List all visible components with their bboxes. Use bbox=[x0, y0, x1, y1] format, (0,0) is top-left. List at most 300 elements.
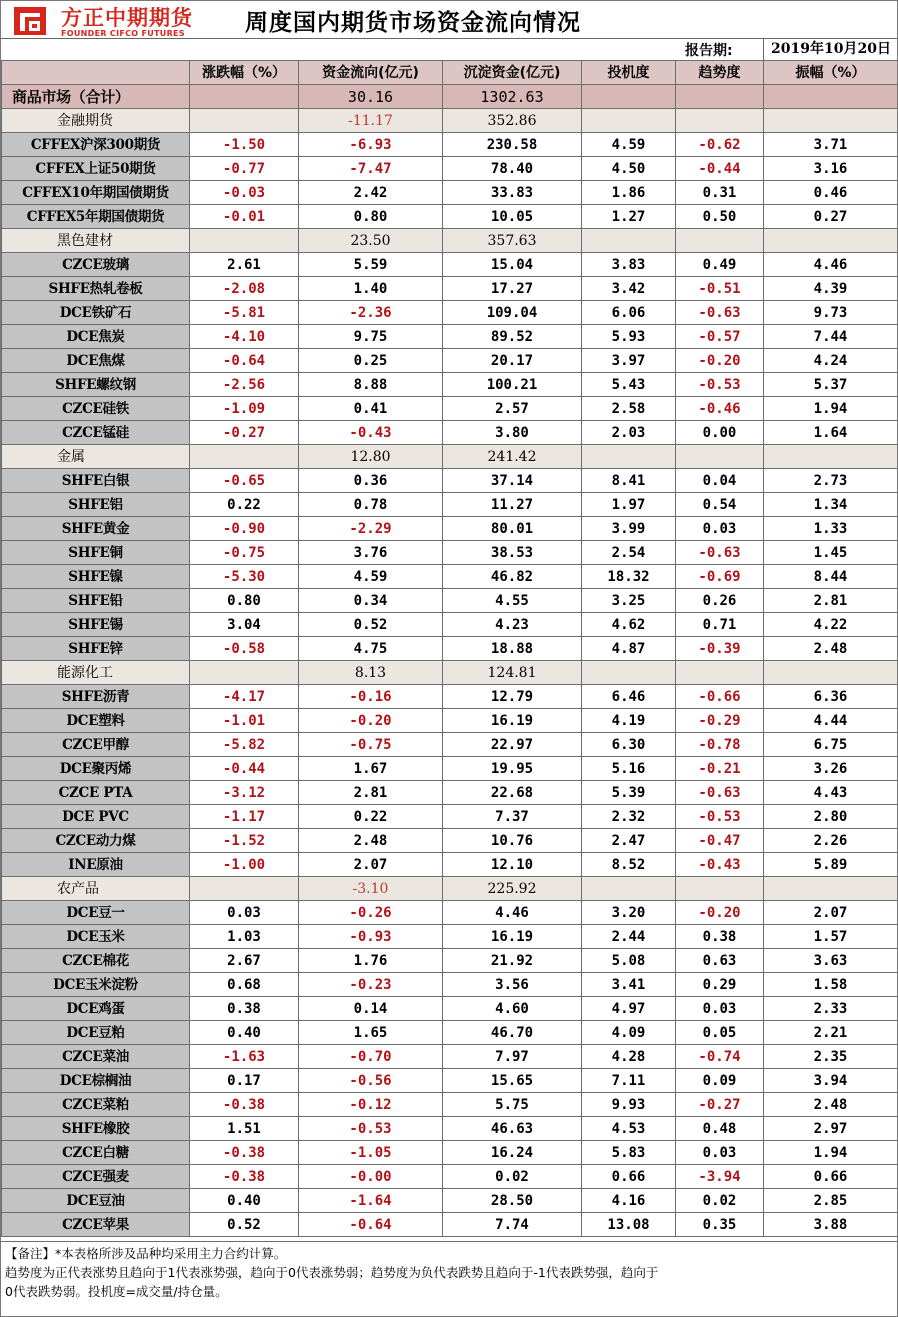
table-cell bbox=[190, 85, 299, 109]
amplitude: 2.07 bbox=[764, 901, 898, 925]
fund-flow: 0.22 bbox=[299, 805, 443, 829]
table-cell bbox=[764, 877, 898, 901]
deposit: 4.46 bbox=[443, 901, 582, 925]
deposit: 46.82 bbox=[443, 565, 582, 589]
section-row bbox=[2, 877, 898, 901]
contract-name: DCE焦炭 bbox=[2, 325, 190, 349]
change-pct: -5.82 bbox=[190, 733, 299, 757]
table-row bbox=[2, 349, 898, 373]
change-pct: 2.67 bbox=[190, 949, 299, 973]
contract-name: CZCE锰硅 bbox=[2, 421, 190, 445]
table-cell bbox=[582, 85, 676, 109]
contract-name: SHFE沥青 bbox=[2, 685, 190, 709]
column-header: 投机度 bbox=[582, 61, 676, 85]
table-cell bbox=[190, 109, 299, 133]
table-cell bbox=[190, 877, 299, 901]
table-cell bbox=[190, 445, 299, 469]
table-row bbox=[2, 1165, 898, 1189]
change-pct: -5.30 bbox=[190, 565, 299, 589]
table-row bbox=[2, 853, 898, 877]
change-pct: -1.63 bbox=[190, 1045, 299, 1069]
trend: 0.31 bbox=[676, 181, 764, 205]
amplitude: 1.94 bbox=[764, 1141, 898, 1165]
section-row bbox=[2, 445, 898, 469]
fund-flow: 4.75 bbox=[299, 637, 443, 661]
deposit: 46.70 bbox=[443, 1021, 582, 1045]
section-flow: 8.13 bbox=[299, 661, 443, 685]
speculation: 3.41 bbox=[582, 973, 676, 997]
trend: 0.03 bbox=[676, 1141, 764, 1165]
speculation: 0.66 bbox=[582, 1165, 676, 1189]
fund-flow: 2.48 bbox=[299, 829, 443, 853]
fund-flow: -0.23 bbox=[299, 973, 443, 997]
speculation: 5.39 bbox=[582, 781, 676, 805]
table-row bbox=[2, 709, 898, 733]
section-name: 农产品 bbox=[2, 877, 190, 901]
section-deposit: 225.92 bbox=[443, 877, 582, 901]
trend: -0.27 bbox=[676, 1093, 764, 1117]
change-pct: -0.77 bbox=[190, 157, 299, 181]
speculation: 4.97 bbox=[582, 997, 676, 1021]
fund-flow: 0.41 bbox=[299, 397, 443, 421]
speculation: 4.62 bbox=[582, 613, 676, 637]
table-row bbox=[2, 997, 898, 1021]
speculation: 8.41 bbox=[582, 469, 676, 493]
fund-flow-table bbox=[1, 60, 898, 1237]
speculation: 5.16 bbox=[582, 757, 676, 781]
fund-flow: -1.64 bbox=[299, 1189, 443, 1213]
table-row bbox=[2, 205, 898, 229]
trend: 0.04 bbox=[676, 469, 764, 493]
speculation: 2.32 bbox=[582, 805, 676, 829]
trend: -0.46 bbox=[676, 397, 764, 421]
change-pct: 2.61 bbox=[190, 253, 299, 277]
total-deposit: 1302.63 bbox=[443, 85, 582, 109]
trend: 0.38 bbox=[676, 925, 764, 949]
contract-name: SHFE镍 bbox=[2, 565, 190, 589]
deposit: 230.58 bbox=[443, 133, 582, 157]
column-header: 资金流向(亿元) bbox=[299, 61, 443, 85]
table-row bbox=[2, 373, 898, 397]
trend: -0.29 bbox=[676, 709, 764, 733]
change-pct: 1.03 bbox=[190, 925, 299, 949]
speculation: 8.52 bbox=[582, 853, 676, 877]
trend: -0.39 bbox=[676, 637, 764, 661]
speculation: 2.54 bbox=[582, 541, 676, 565]
trend: 0.26 bbox=[676, 589, 764, 613]
table-row bbox=[2, 1045, 898, 1069]
contract-name: CFFEX5年期国债期货 bbox=[2, 205, 190, 229]
deposit: 100.21 bbox=[443, 373, 582, 397]
table-cell bbox=[676, 661, 764, 685]
change-pct: 0.03 bbox=[190, 901, 299, 925]
column-header: 沉淀资金(亿元) bbox=[443, 61, 582, 85]
column-header: 振幅（%） bbox=[764, 61, 898, 85]
amplitude: 2.73 bbox=[764, 469, 898, 493]
contract-name: CZCE甲醇 bbox=[2, 733, 190, 757]
column-header: 趋势度 bbox=[676, 61, 764, 85]
table-cell bbox=[582, 229, 676, 253]
table-row bbox=[2, 157, 898, 181]
contract-name: DCE PVC bbox=[2, 805, 190, 829]
change-pct: -1.50 bbox=[190, 133, 299, 157]
amplitude: 4.22 bbox=[764, 613, 898, 637]
founder-logo-icon bbox=[11, 5, 55, 37]
speculation: 6.06 bbox=[582, 301, 676, 325]
fund-flow: -0.16 bbox=[299, 685, 443, 709]
amplitude: 2.85 bbox=[764, 1189, 898, 1213]
amplitude: 4.44 bbox=[764, 709, 898, 733]
table-row bbox=[2, 1117, 898, 1141]
deposit: 22.68 bbox=[443, 781, 582, 805]
table-row bbox=[2, 565, 898, 589]
report-title: 周度国内期货市场资金流向情况 bbox=[245, 10, 581, 36]
total-flow: 30.16 bbox=[299, 85, 443, 109]
deposit: 4.60 bbox=[443, 997, 582, 1021]
fund-flow: -2.36 bbox=[299, 301, 443, 325]
contract-name: DCE玉米 bbox=[2, 925, 190, 949]
change-pct: -3.12 bbox=[190, 781, 299, 805]
change-pct: -0.38 bbox=[190, 1165, 299, 1189]
logo-chinese-name: 方正中期期货 bbox=[61, 6, 193, 30]
fund-flow: 1.40 bbox=[299, 277, 443, 301]
speculation: 4.09 bbox=[582, 1021, 676, 1045]
change-pct: -2.56 bbox=[190, 373, 299, 397]
amplitude: 2.33 bbox=[764, 997, 898, 1021]
trend: -0.63 bbox=[676, 781, 764, 805]
contract-name: CZCE动力煤 bbox=[2, 829, 190, 853]
table-cell bbox=[190, 661, 299, 685]
amplitude: 7.44 bbox=[764, 325, 898, 349]
speculation: 1.27 bbox=[582, 205, 676, 229]
report-header bbox=[1, 1, 897, 38]
speculation: 2.47 bbox=[582, 829, 676, 853]
trend: -0.66 bbox=[676, 685, 764, 709]
change-pct: 0.40 bbox=[190, 1021, 299, 1045]
contract-name: CZCE菜粕 bbox=[2, 1093, 190, 1117]
amplitude: 3.16 bbox=[764, 157, 898, 181]
deposit: 19.95 bbox=[443, 757, 582, 781]
section-flow: -11.17 bbox=[299, 109, 443, 133]
trend: -0.53 bbox=[676, 373, 764, 397]
trend: -0.63 bbox=[676, 301, 764, 325]
fund-flow: 8.88 bbox=[299, 373, 443, 397]
deposit: 38.53 bbox=[443, 541, 582, 565]
fund-flow: 0.34 bbox=[299, 589, 443, 613]
deposit: 10.76 bbox=[443, 829, 582, 853]
deposit: 33.83 bbox=[443, 181, 582, 205]
contract-name: CZCE强麦 bbox=[2, 1165, 190, 1189]
fund-flow: -0.70 bbox=[299, 1045, 443, 1069]
trend: -3.94 bbox=[676, 1165, 764, 1189]
table-row bbox=[2, 781, 898, 805]
change-pct: -0.44 bbox=[190, 757, 299, 781]
deposit: 16.19 bbox=[443, 925, 582, 949]
section-name: 黑色建材 bbox=[2, 229, 190, 253]
deposit: 22.97 bbox=[443, 733, 582, 757]
contract-name: SHFE锌 bbox=[2, 637, 190, 661]
trend: 0.48 bbox=[676, 1117, 764, 1141]
trend: -0.47 bbox=[676, 829, 764, 853]
deposit: 16.19 bbox=[443, 709, 582, 733]
table-row bbox=[2, 1213, 898, 1237]
speculation: 3.25 bbox=[582, 589, 676, 613]
fund-flow: -6.93 bbox=[299, 133, 443, 157]
amplitude: 5.89 bbox=[764, 853, 898, 877]
deposit: 78.40 bbox=[443, 157, 582, 181]
contract-name: SHFE螺纹钢 bbox=[2, 373, 190, 397]
fund-flow: 2.42 bbox=[299, 181, 443, 205]
speculation: 5.93 bbox=[582, 325, 676, 349]
trend: 0.02 bbox=[676, 1189, 764, 1213]
deposit: 12.10 bbox=[443, 853, 582, 877]
table-row bbox=[2, 1141, 898, 1165]
deposit: 0.02 bbox=[443, 1165, 582, 1189]
deposit: 21.92 bbox=[443, 949, 582, 973]
deposit: 28.50 bbox=[443, 1189, 582, 1213]
note-line: 趋势度为正代表涨势且趋向于1代表涨势强，趋向于0代表涨势弱；趋势度为负代表跌势且趋向于-1代表跌势强，趋向于 bbox=[5, 1265, 659, 1280]
amplitude: 1.57 bbox=[764, 925, 898, 949]
speculation: 4.16 bbox=[582, 1189, 676, 1213]
table-row bbox=[2, 469, 898, 493]
amplitude: 0.46 bbox=[764, 181, 898, 205]
change-pct: 0.17 bbox=[190, 1069, 299, 1093]
trend: 0.29 bbox=[676, 973, 764, 997]
speculation: 5.43 bbox=[582, 373, 676, 397]
fund-flow: 0.14 bbox=[299, 997, 443, 1021]
change-pct: -0.65 bbox=[190, 469, 299, 493]
table-cell bbox=[582, 109, 676, 133]
change-pct: -1.52 bbox=[190, 829, 299, 853]
amplitude: 1.94 bbox=[764, 397, 898, 421]
deposit: 7.74 bbox=[443, 1213, 582, 1237]
speculation: 6.46 bbox=[582, 685, 676, 709]
fund-flow: 1.67 bbox=[299, 757, 443, 781]
trend: 0.03 bbox=[676, 997, 764, 1021]
table-cell bbox=[764, 229, 898, 253]
speculation: 13.08 bbox=[582, 1213, 676, 1237]
deposit: 89.52 bbox=[443, 325, 582, 349]
table-row bbox=[2, 421, 898, 445]
fund-flow: -0.00 bbox=[299, 1165, 443, 1189]
trend: -0.57 bbox=[676, 325, 764, 349]
contract-name: SHFE铅 bbox=[2, 589, 190, 613]
trend: -0.74 bbox=[676, 1045, 764, 1069]
contract-name: SHFE橡胶 bbox=[2, 1117, 190, 1141]
section-name: 金属 bbox=[2, 445, 190, 469]
contract-name: DCE焦煤 bbox=[2, 349, 190, 373]
column-header bbox=[2, 61, 190, 85]
deposit: 4.55 bbox=[443, 589, 582, 613]
contract-name: CFFEX上证50期货 bbox=[2, 157, 190, 181]
amplitude: 6.75 bbox=[764, 733, 898, 757]
section-deposit: 352.86 bbox=[443, 109, 582, 133]
deposit: 15.04 bbox=[443, 253, 582, 277]
contract-name: SHFE锡 bbox=[2, 613, 190, 637]
table-row bbox=[2, 1069, 898, 1093]
fund-flow: 1.65 bbox=[299, 1021, 443, 1045]
contract-name: DCE棕榈油 bbox=[2, 1069, 190, 1093]
change-pct: -1.17 bbox=[190, 805, 299, 829]
table-row bbox=[2, 757, 898, 781]
contract-name: DCE豆油 bbox=[2, 1189, 190, 1213]
speculation: 3.42 bbox=[582, 277, 676, 301]
fund-flow: -0.26 bbox=[299, 901, 443, 925]
fund-flow: 0.52 bbox=[299, 613, 443, 637]
total-row bbox=[2, 85, 898, 109]
speculation: 2.44 bbox=[582, 925, 676, 949]
amplitude: 2.35 bbox=[764, 1045, 898, 1069]
amplitude: 3.63 bbox=[764, 949, 898, 973]
contract-name: SHFE白银 bbox=[2, 469, 190, 493]
contract-name: DCE塑料 bbox=[2, 709, 190, 733]
trend: -0.44 bbox=[676, 157, 764, 181]
change-pct: 0.40 bbox=[190, 1189, 299, 1213]
amplitude: 4.39 bbox=[764, 277, 898, 301]
table-cell bbox=[582, 661, 676, 685]
fund-flow: 3.76 bbox=[299, 541, 443, 565]
speculation: 4.53 bbox=[582, 1117, 676, 1141]
change-pct: 0.68 bbox=[190, 973, 299, 997]
amplitude: 1.64 bbox=[764, 421, 898, 445]
speculation: 3.20 bbox=[582, 901, 676, 925]
amplitude: 1.33 bbox=[764, 517, 898, 541]
speculation: 3.97 bbox=[582, 349, 676, 373]
section-deposit: 124.81 bbox=[443, 661, 582, 685]
table-header-row bbox=[2, 61, 898, 85]
speculation: 5.08 bbox=[582, 949, 676, 973]
amplitude: 4.43 bbox=[764, 781, 898, 805]
trend: -0.20 bbox=[676, 349, 764, 373]
deposit: 16.24 bbox=[443, 1141, 582, 1165]
speculation: 5.83 bbox=[582, 1141, 676, 1165]
table-cell bbox=[764, 85, 898, 109]
change-pct: -1.00 bbox=[190, 853, 299, 877]
speculation: 4.87 bbox=[582, 637, 676, 661]
fund-flow-table-body bbox=[2, 61, 898, 1237]
trend: 0.00 bbox=[676, 421, 764, 445]
amplitude: 0.27 bbox=[764, 205, 898, 229]
deposit: 109.04 bbox=[443, 301, 582, 325]
fund-flow: 2.07 bbox=[299, 853, 443, 877]
section-flow: -3.10 bbox=[299, 877, 443, 901]
trend: -0.43 bbox=[676, 853, 764, 877]
deposit: 17.27 bbox=[443, 277, 582, 301]
trend: -0.69 bbox=[676, 565, 764, 589]
deposit: 80.01 bbox=[443, 517, 582, 541]
fund-flow: -0.53 bbox=[299, 1117, 443, 1141]
total-label: 商品市场（合计） bbox=[2, 85, 190, 109]
fund-flow: 0.36 bbox=[299, 469, 443, 493]
amplitude: 3.71 bbox=[764, 133, 898, 157]
amplitude: 1.58 bbox=[764, 973, 898, 997]
table-row bbox=[2, 613, 898, 637]
deposit: 4.23 bbox=[443, 613, 582, 637]
deposit: 20.17 bbox=[443, 349, 582, 373]
deposit: 7.37 bbox=[443, 805, 582, 829]
speculation: 3.83 bbox=[582, 253, 676, 277]
table-cell bbox=[676, 445, 764, 469]
speculation: 3.99 bbox=[582, 517, 676, 541]
amplitude: 2.97 bbox=[764, 1117, 898, 1141]
trend: -0.20 bbox=[676, 901, 764, 925]
change-pct: -4.10 bbox=[190, 325, 299, 349]
speculation: 1.97 bbox=[582, 493, 676, 517]
contract-name: DCE铁矿石 bbox=[2, 301, 190, 325]
amplitude: 0.66 bbox=[764, 1165, 898, 1189]
fund-flow: 1.76 bbox=[299, 949, 443, 973]
deposit: 3.80 bbox=[443, 421, 582, 445]
table-row bbox=[2, 829, 898, 853]
change-pct: -5.81 bbox=[190, 301, 299, 325]
section-flow: 12.80 bbox=[299, 445, 443, 469]
contract-name: CZCE菜油 bbox=[2, 1045, 190, 1069]
table-row bbox=[2, 949, 898, 973]
trend: -0.63 bbox=[676, 541, 764, 565]
table-cell bbox=[676, 229, 764, 253]
table-cell bbox=[676, 85, 764, 109]
table-row bbox=[2, 589, 898, 613]
table-row bbox=[2, 397, 898, 421]
amplitude: 3.88 bbox=[764, 1213, 898, 1237]
change-pct: -0.27 bbox=[190, 421, 299, 445]
table-cell bbox=[582, 877, 676, 901]
change-pct: 0.38 bbox=[190, 997, 299, 1021]
table-cell bbox=[190, 229, 299, 253]
amplitude: 2.81 bbox=[764, 589, 898, 613]
speculation: 1.86 bbox=[582, 181, 676, 205]
contract-name: SHFE铜 bbox=[2, 541, 190, 565]
change-pct: 1.51 bbox=[190, 1117, 299, 1141]
section-deposit: 357.63 bbox=[443, 229, 582, 253]
change-pct: 0.52 bbox=[190, 1213, 299, 1237]
deposit: 5.75 bbox=[443, 1093, 582, 1117]
amplitude: 1.34 bbox=[764, 493, 898, 517]
contract-name: CZCE玻璃 bbox=[2, 253, 190, 277]
change-pct: -0.03 bbox=[190, 181, 299, 205]
change-pct: -4.17 bbox=[190, 685, 299, 709]
amplitude: 2.48 bbox=[764, 637, 898, 661]
amplitude: 9.73 bbox=[764, 301, 898, 325]
fund-flow: 4.59 bbox=[299, 565, 443, 589]
deposit: 46.63 bbox=[443, 1117, 582, 1141]
amplitude: 6.36 bbox=[764, 685, 898, 709]
contract-name: SHFE铝 bbox=[2, 493, 190, 517]
report-period-label: 报告期: bbox=[685, 43, 733, 59]
trend: 0.71 bbox=[676, 613, 764, 637]
change-pct: -2.08 bbox=[190, 277, 299, 301]
section-row bbox=[2, 109, 898, 133]
deposit: 12.79 bbox=[443, 685, 582, 709]
table-row bbox=[2, 277, 898, 301]
contract-name: CFFEX沪深300期货 bbox=[2, 133, 190, 157]
fund-flow: 0.25 bbox=[299, 349, 443, 373]
deposit: 10.05 bbox=[443, 205, 582, 229]
fund-flow: -1.05 bbox=[299, 1141, 443, 1165]
column-header: 涨跌幅（%） bbox=[190, 61, 299, 85]
change-pct: -1.01 bbox=[190, 709, 299, 733]
table-row bbox=[2, 541, 898, 565]
speculation: 6.30 bbox=[582, 733, 676, 757]
change-pct: -0.64 bbox=[190, 349, 299, 373]
contract-name: SHFE黄金 bbox=[2, 517, 190, 541]
section-deposit: 241.42 bbox=[443, 445, 582, 469]
table-row bbox=[2, 517, 898, 541]
section-row bbox=[2, 661, 898, 685]
fund-flow: -0.12 bbox=[299, 1093, 443, 1117]
amplitude: 3.26 bbox=[764, 757, 898, 781]
trend: -0.21 bbox=[676, 757, 764, 781]
